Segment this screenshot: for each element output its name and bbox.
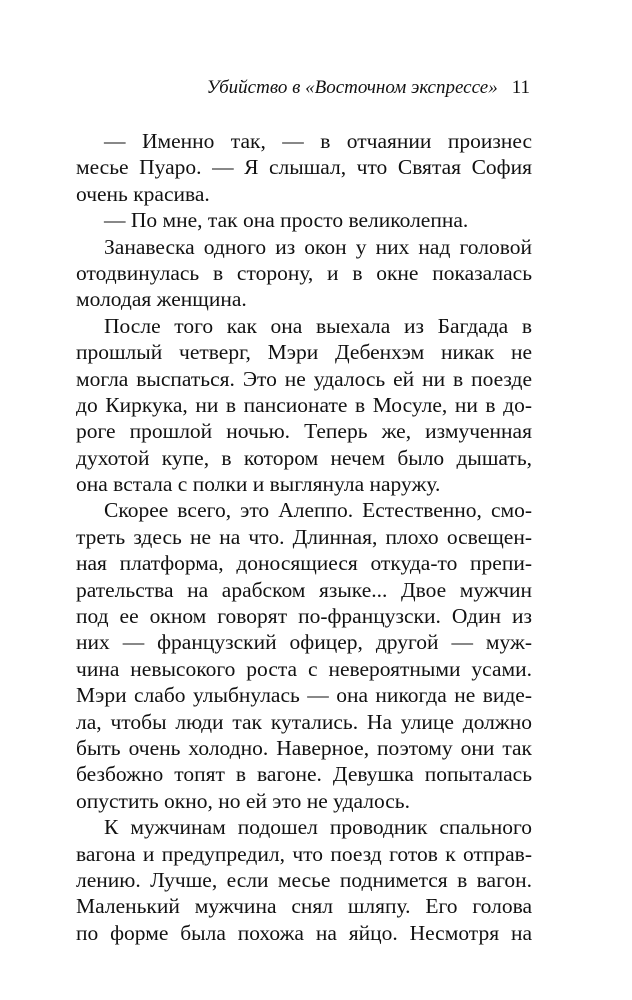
text-line: прошлый четверг, Мэри Дебенхэм никак не: [76, 340, 532, 365]
text-line: Мэри слабо улыбнулась — она никогда не виде-: [76, 683, 532, 708]
text-line: К мужчинам подошел проводник спального: [104, 815, 532, 840]
text-line: После того как она выехала из Багдада в: [104, 313, 532, 338]
text-line: очень красива.: [76, 181, 210, 206]
text-line: лению. Лучше, если месье поднимется в вагон.: [76, 867, 532, 892]
text-line: могла выспаться. Это не удалось ей ни в поезде: [76, 366, 532, 391]
text-line: рательства на арабском языке... Двое мужчин: [76, 577, 532, 602]
text-line: молодая женщина.: [76, 287, 247, 312]
text-line: Скорее всего, это Алеппо. Естественно, смо-: [104, 498, 532, 523]
text-line: Занавеска одного из окон у них над головой: [104, 234, 532, 259]
text-line: опустить окно, но ей это не удалось.: [76, 788, 410, 813]
body-text: [76, 128, 532, 946]
text-line: них — французский офицер, другой — муж-: [76, 630, 532, 655]
text-line: она встала с полки и выглянула наружу.: [76, 472, 441, 497]
running-head: [207, 76, 530, 100]
text-line: чина невысокого роста с невероятными усами.: [76, 656, 532, 681]
text-line: — По мне, так она просто великолепна.: [104, 208, 469, 233]
text-line: — Именно так, — в отчаянии произнес: [104, 129, 532, 153]
book-title: Убийство в «Восточном экспрессе»: [206, 77, 498, 98]
text-line: месье Пуаро. — Я слышал, что Святая София: [76, 155, 532, 180]
text-line: духотой купе, в котором нечем было дышать,: [76, 445, 532, 470]
text-line: отодвинулась в сторону, и в окне показалась: [76, 260, 532, 285]
text-line: вагона и предупредил, что поезд готов к отправ-: [76, 841, 532, 866]
text-line: до Киркука, ни в пансионате в Мосуле, ни в до-: [76, 392, 532, 417]
text-line: треть здесь не на что. Длинная, плохо освещен-: [76, 524, 532, 549]
text-line: безбожно топят в вагоне. Девушка попыталась: [76, 762, 532, 787]
text-line: быть очень холодно. Наверное, поэтому они так: [76, 735, 532, 760]
page-number: 11: [511, 77, 530, 98]
text-line: роге прошлой ночью. Теперь же, измученная: [76, 419, 532, 444]
text-line: по форме была похожа на яйцо. Несмотря на: [76, 920, 532, 945]
text-line: Маленький мужчина снял шляпу. Его голова: [76, 894, 532, 919]
text-line: ная платформа, доносящиеся откуда-то препи-: [76, 551, 532, 576]
text-line: под ее окном говорят по-французски. Один из: [76, 604, 532, 629]
text-line: ла, чтобы люди так кутались. На улице должно: [76, 709, 532, 734]
